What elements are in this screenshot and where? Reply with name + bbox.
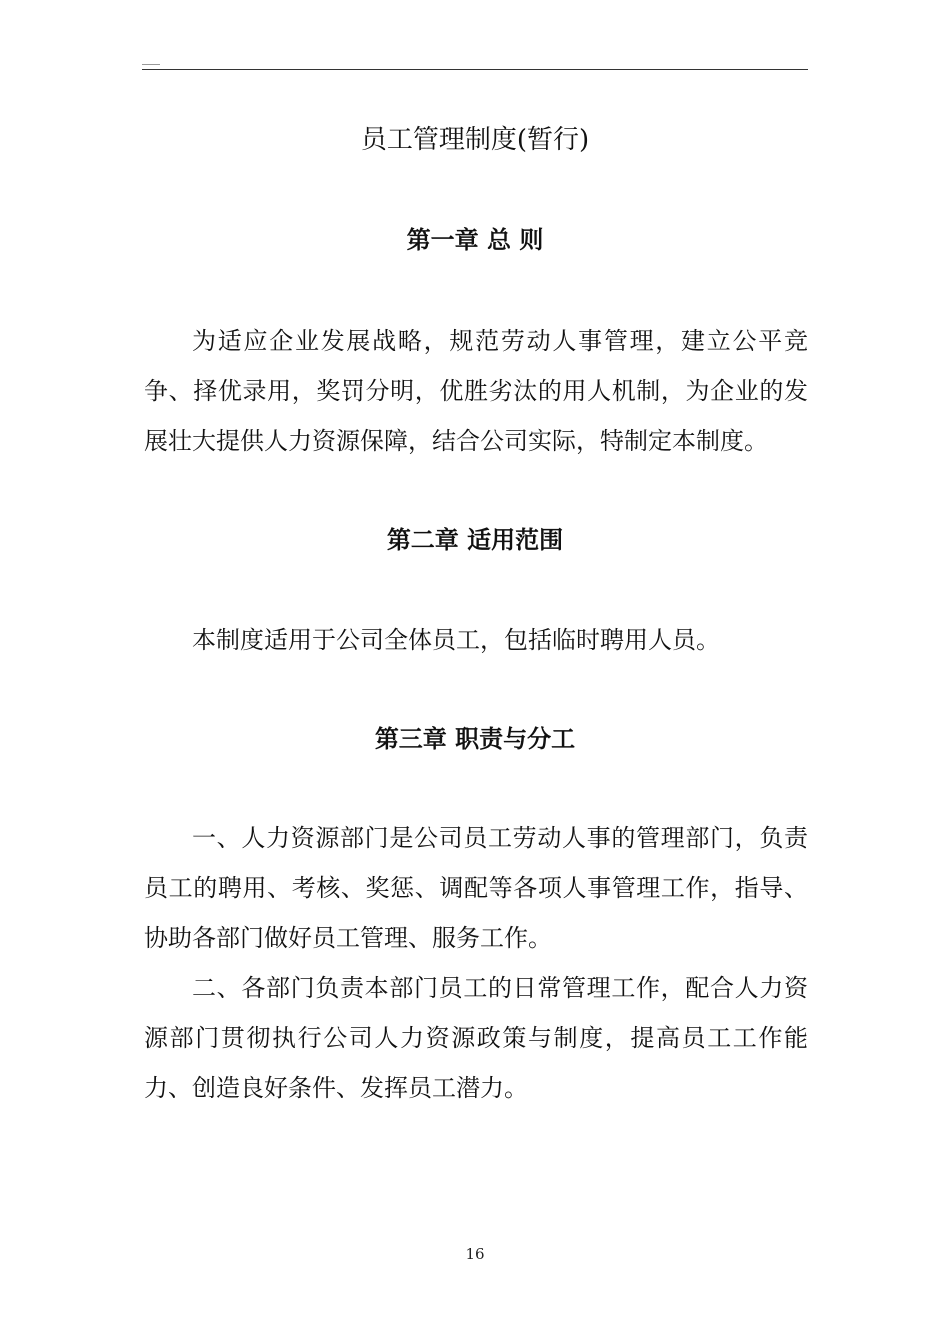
document-title: 员工管理制度(暂行)	[360, 125, 590, 155]
chapter-3-paragraph-1: 一、人力资源部门是公司员工劳动人事的管理部门，负责员工的聘用、考核、奖惩、调配等各项人事管理工作，指导、协助各部门做好员工管理、服务工作。	[144, 824, 808, 952]
chapter-2-paragraph: 本制度适用于公司全体员工，包括临时聘用人员。	[192, 626, 720, 654]
chapter-1-heading: 第一章 总 则	[406, 226, 544, 254]
header-rule	[142, 69, 808, 70]
chapter-3-paragraph-2: 二、各部门负责本部门员工的日常管理工作，配合人力资源部门贯彻执行公司人力资源政策与制度，提高员工工作能力、创造良好条件、发挥员工潜力。	[144, 974, 808, 1102]
chapter-3-heading: 第三章 职责与分工	[374, 725, 576, 753]
page-number: 16	[465, 1245, 485, 1263]
chapter-1-paragraph: 为适应企业发展战略，规范劳动人事管理，建立公平竞争、择优录用，奖罚分明，优胜劣汰的用人机制，为企业的发展壮大提供人力资源保障，结合公司实际，特制定本制度。	[144, 327, 808, 455]
header-mark	[142, 64, 160, 65]
chapter-2-heading: 第二章 适用范围	[386, 526, 564, 554]
